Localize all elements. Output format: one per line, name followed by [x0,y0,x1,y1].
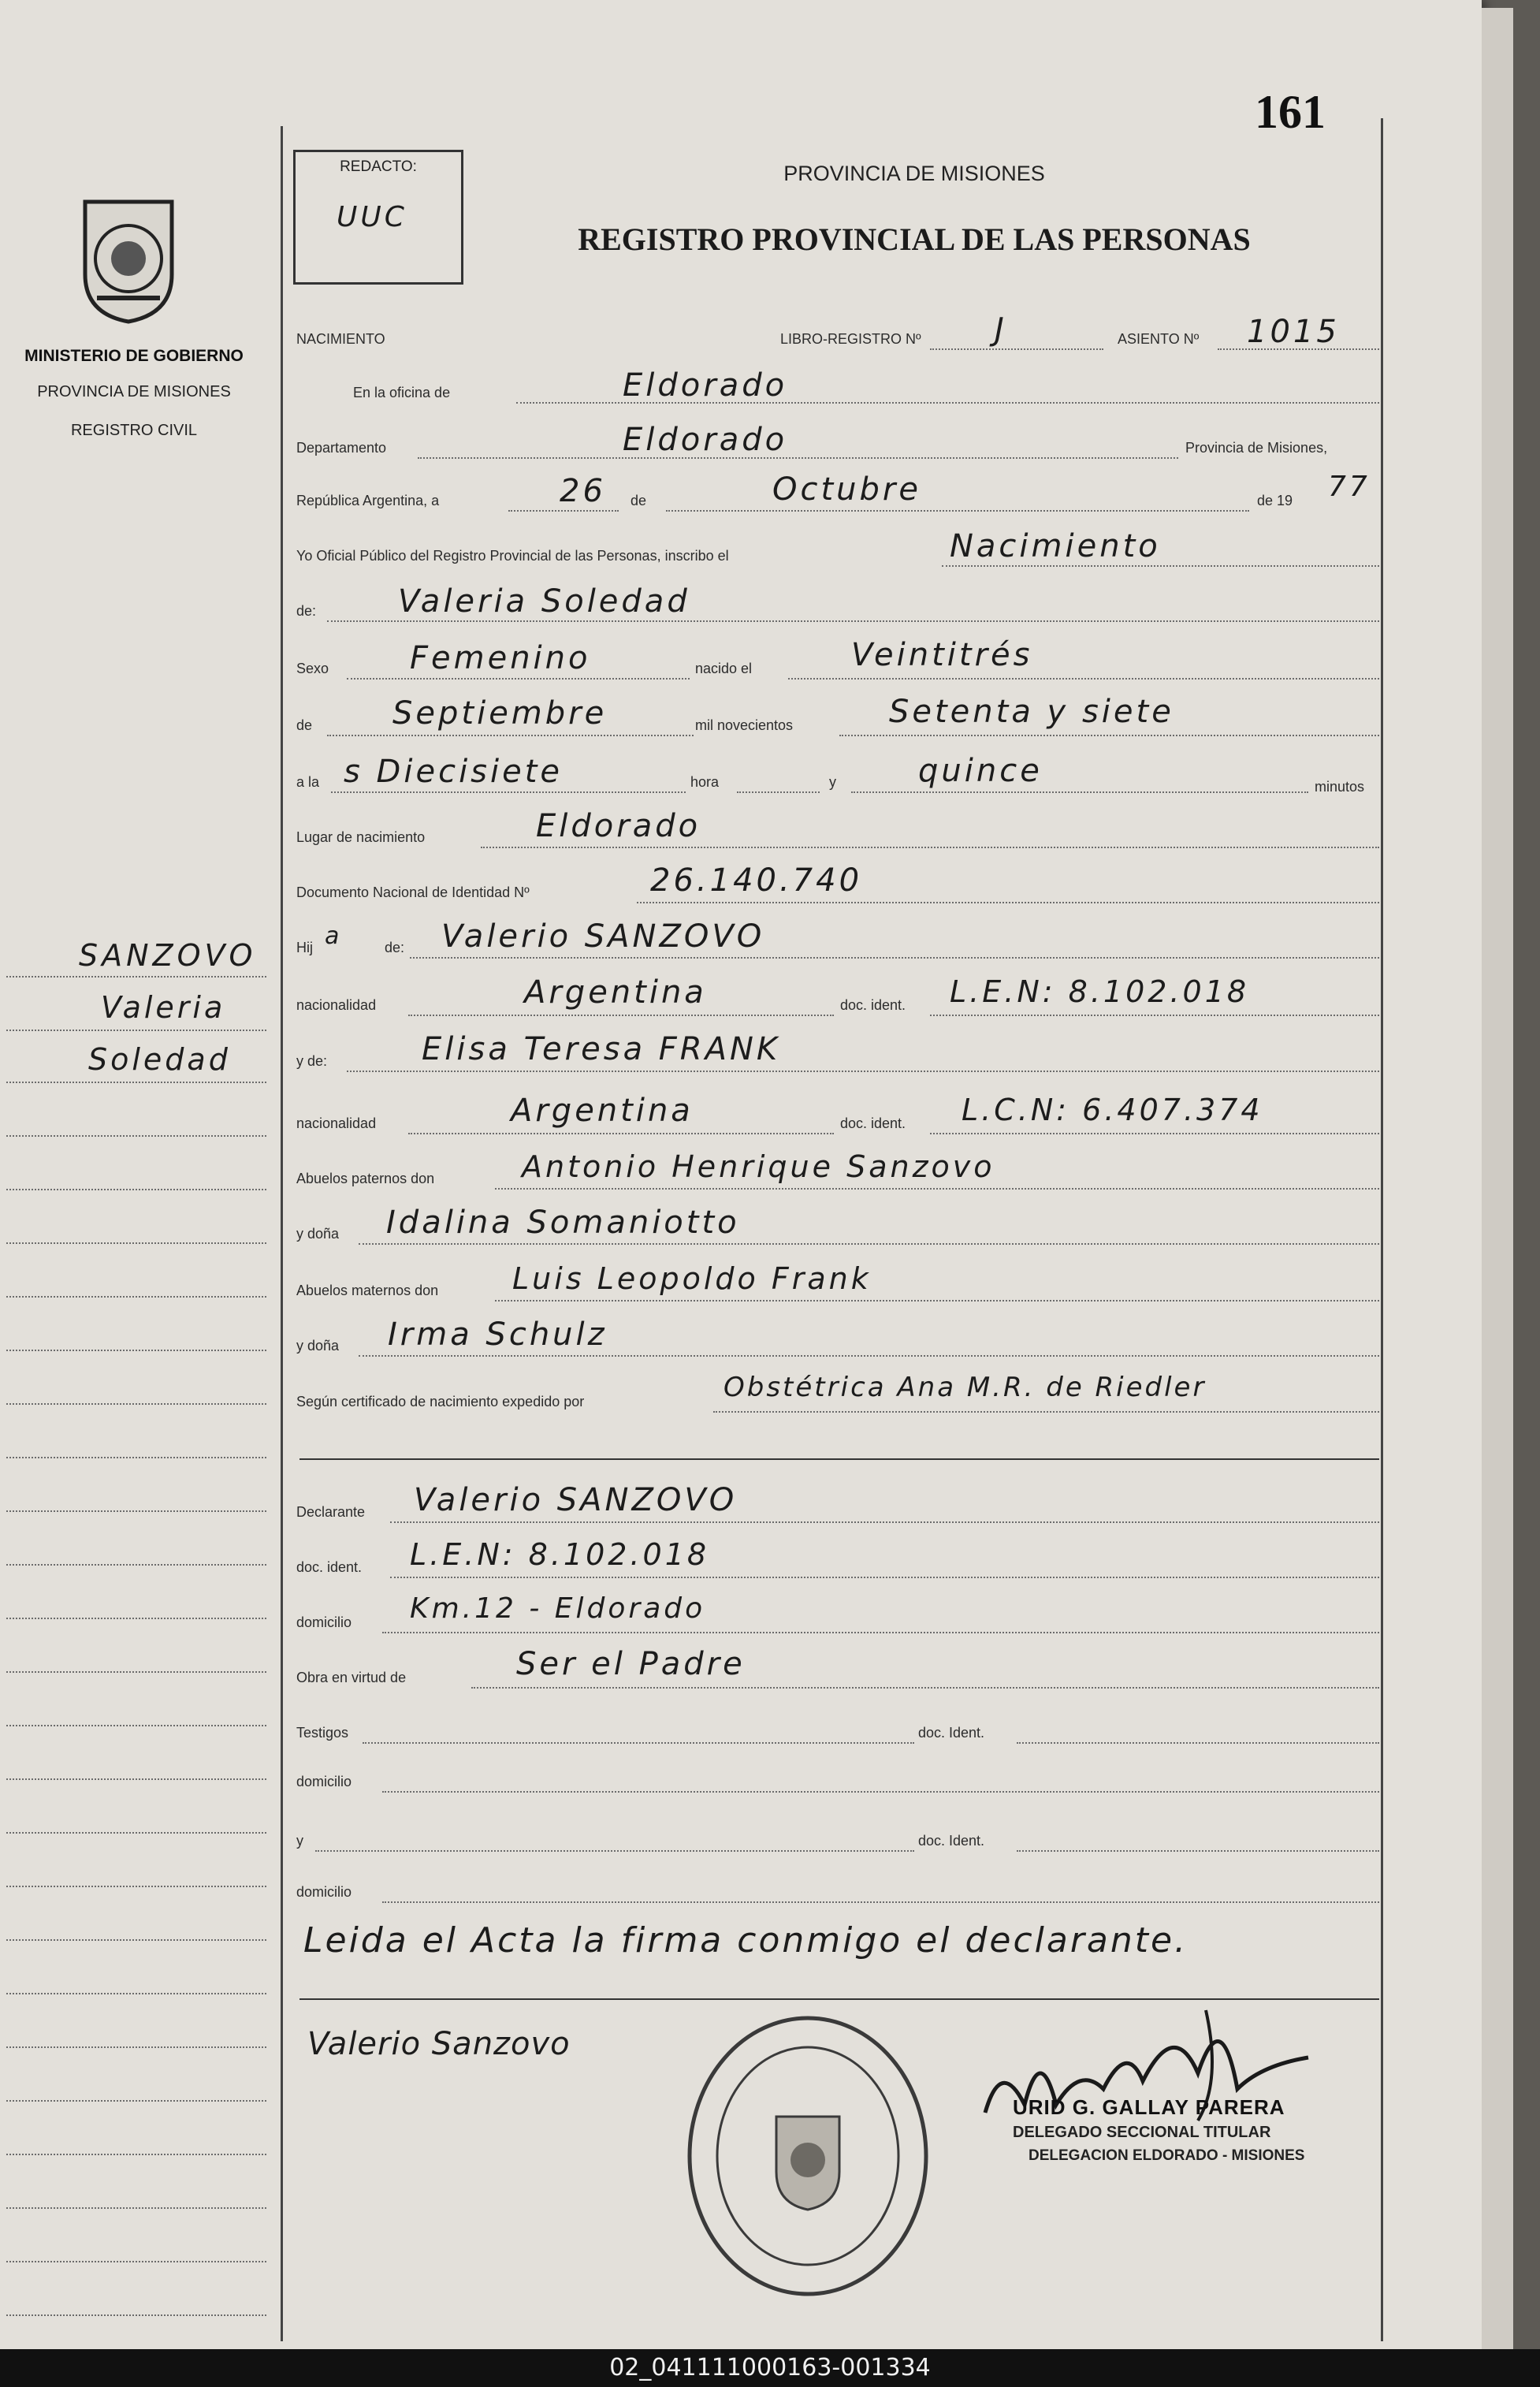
margin-line [6,1189,266,1190]
book-label: LIBRO-REGISTRO Nº [780,331,921,347]
right-border [1381,118,1383,2341]
province-suffix: Provincia de Misiones, [1185,440,1328,456]
mother-nationality-value: Argentina [511,1093,694,1129]
margin-line [6,1403,266,1405]
redacto-label: REDACTO: [340,158,417,175]
sex-value: Femenino [410,640,591,676]
father-nationality-value: Argentina [524,974,707,1011]
republic-label: República Argentina, a [296,493,440,508]
certificate-value: Obstétrica Ana M.R. de Riedler [724,1372,1207,1403]
office-value: Eldorado [623,367,788,404]
nineteen-hundred-label: mil novecientos [695,717,794,733]
day-value: 26 [560,473,606,509]
sex-label: Sexo [296,661,329,676]
birthplace-label: Lugar de nacimiento [296,829,426,845]
birth-year-words: Setenta y siete [889,694,1174,730]
declarant-address-value: Km.12 - Eldorado [410,1592,706,1625]
next-page-edge [1482,8,1513,2349]
birth-day-words: Veintitrés [851,637,1033,673]
address-label-2: domicilio [296,1774,352,1789]
margin-line [6,2100,266,2102]
month-value: Octubre [772,471,921,508]
margin-line [6,1457,266,1458]
nationality-label-1: nacionalidad [296,997,377,1013]
address-label-3: domicilio [296,1884,352,1900]
doc-ident-label-5: doc. Ident. [918,1833,985,1849]
margin-line [6,1242,266,1244]
image-caption-bar [0,2349,1540,2387]
margin-line [6,1886,266,1887]
act-type-value: Nacimiento [950,528,1161,564]
birthplace-value: Eldorado [536,808,701,844]
de-label-name: de: [296,603,317,619]
and-label: y [829,774,836,790]
birth-month-value: Septiembre [392,695,608,732]
civil-registry-label: REGISTRO CIVIL [70,422,198,439]
margin-line [6,1939,266,1941]
office-label: En la oficina de [353,385,451,400]
book-value: J [995,311,1007,348]
child-of-suffix: a [325,922,343,950]
redacto-box [293,150,463,285]
de-label-2: de [296,717,313,733]
declarant-doc-value: L.E.N: 8.102.018 [410,1537,710,1572]
paternal-grandmother-label: y doña [296,1226,340,1242]
hour-value: s Diecisiete [344,754,564,790]
year-prefix: de 19 [1257,493,1293,508]
maternal-grandmother-value: Irma Schulz [388,1316,608,1353]
acting-label: Obra en virtud de [296,1670,407,1685]
margin-line [6,1725,266,1726]
de-label-father: de: [385,940,405,955]
acting-value: Ser el Padre [516,1646,746,1682]
paternal-grandmother-value: Idalina Somaniotto [386,1205,740,1241]
entry-label: ASIENTO Nº [1118,331,1200,347]
margin-line [6,1510,266,1512]
officer-statement: Yo Oficial Público del Registro Provincial de las Personas, inscribo el [296,548,729,564]
at-label: a la [296,774,320,790]
witnesses-label: Testigos [296,1725,349,1741]
margin-line [6,2046,266,2048]
margin-surname: SANZOVO [79,938,257,973]
coat-of-arms-icon [77,196,180,326]
minutes-label: minutos [1315,779,1365,795]
child-name-value: Valeria Soledad [398,583,690,620]
left-border [281,126,283,2341]
margin-line [6,1350,266,1351]
address-label-1: domicilio [296,1614,352,1630]
mother-name-value: Elisa Teresa FRANK [422,1031,781,1067]
declarant-signature: Valerio Sanzovo [307,2026,571,2062]
image-caption: 02_041111000163-001334 [609,2354,931,2381]
father-doc-value: L.E.N: 8.102.018 [950,974,1250,1009]
nationality-label-2: nacionalidad [296,1115,377,1131]
margin-line [6,1993,266,1994]
page-number: 161 [1255,86,1326,138]
year-value: 77 [1328,471,1371,503]
officer-name: URID G. GALLAY PARERA [1013,2095,1285,2119]
officer-delegation: DELEGACION ELDORADO - MISIONES [1029,2147,1305,2164]
paternal-grandfather-label: Abuelos paternos don [296,1171,435,1186]
and-label-2: y [296,1833,303,1849]
doc-ident-label-2: doc. ident. [840,1115,906,1131]
born-label: nacido el [695,661,753,676]
margin-line [6,1135,266,1137]
minutes-value: quince [918,753,1043,789]
margin-line [6,1618,266,1619]
mother-doc-value: L.C.N: 6.407.374 [962,1093,1263,1127]
margin-line [6,1832,266,1834]
margin-second-name: Soledad [88,1042,231,1077]
maternal-grandfather-label: Abuelos maternos don [296,1283,439,1298]
child-of-label: Hij [296,940,313,955]
certificate-label: Según certificado de nacimiento expedido por [296,1394,585,1409]
margin-line [6,2261,266,2262]
and-of-label: y de: [296,1053,328,1069]
entry-value: 1015 [1247,314,1340,350]
department-label: Departamento [296,440,387,456]
hours-label: hora [690,774,720,790]
department-value: Eldorado [623,422,788,458]
margin-line [6,1296,266,1298]
dni-value: 26.140.740 [650,862,863,899]
registry-header: REGISTRO PROVINCIAL DE LAS PERSONAS [578,222,1251,257]
doc-ident-label-1: doc. ident. [840,997,906,1013]
margin-line [6,1564,266,1566]
margin-line [6,1778,266,1780]
margin-line [6,2154,266,2155]
de-label-1: de [631,493,647,508]
declarant-value: Valerio SANZOVO [414,1482,738,1518]
maternal-grandfather-value: Luis Leopoldo Frank [512,1261,872,1296]
redacto-initials: UUC [337,201,407,233]
paternal-grandfather-value: Antonio Henrique Sanzovo [522,1149,995,1184]
dni-label: Documento Nacional de Identidad Nº [296,884,530,900]
officer-title: DELEGADO SECCIONAL TITULAR [1013,2124,1271,2141]
record-type-label: NACIMIENTO [296,331,385,347]
closing-statement: Leida el Acta la firma conmigo el declarante. [303,1920,1188,1961]
province-label: PROVINCIA DE MISIONES [37,383,231,400]
ministry-label: MINISTERIO DE GOBIERNO [24,347,244,365]
margin-line [6,2314,266,2316]
maternal-grandmother-label: y doña [296,1338,340,1354]
father-name-value: Valerio SANZOVO [441,918,765,955]
margin-line [6,2207,266,2209]
margin-first-name: Valeria [101,990,226,1025]
declarant-label: Declarante [296,1504,366,1520]
province-header: PROVINCIA DE MISIONES [783,162,1045,185]
officer-signature [969,1994,1340,2144]
doc-ident-label-4: doc. Ident. [918,1725,985,1741]
official-seal-icon [678,2006,938,2306]
margin-line [6,1671,266,1673]
doc-ident-label-3: doc. ident. [296,1559,363,1575]
